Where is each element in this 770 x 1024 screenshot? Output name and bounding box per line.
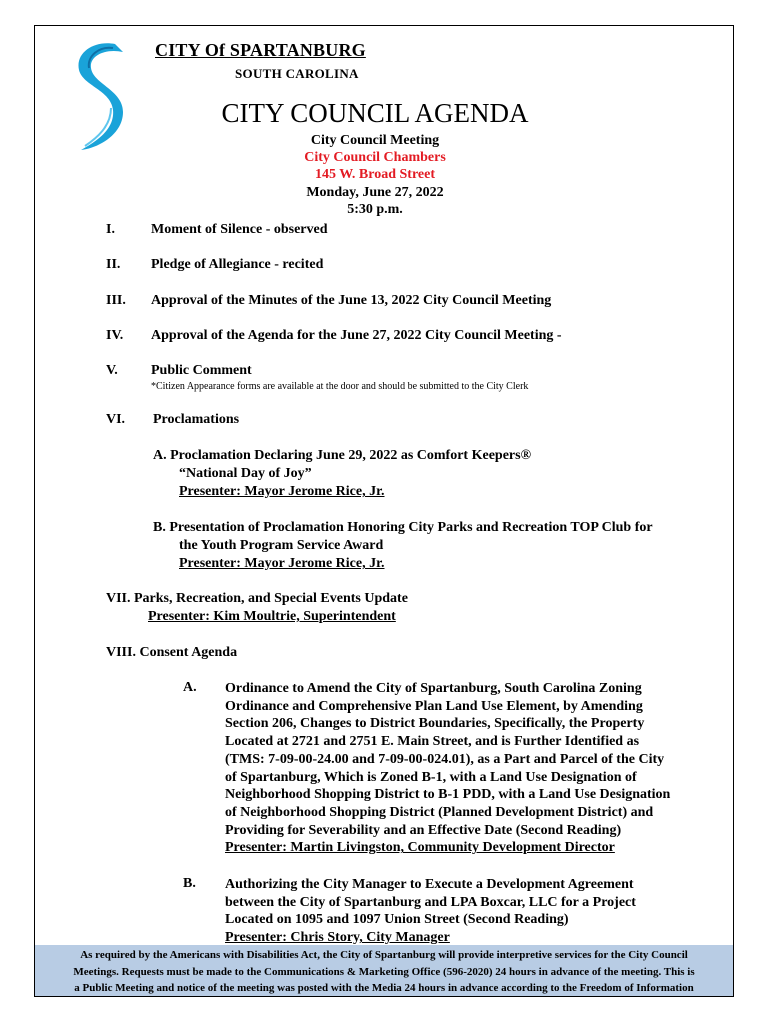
consent-letter: A. bbox=[183, 680, 197, 695]
proclamation-title: B. Presentation of Proclamation Honoring City Parks and Recreation TOP Club for bbox=[153, 520, 653, 535]
meeting-address: 145 W. Broad Street bbox=[314, 167, 436, 182]
item-number: VI. bbox=[106, 412, 126, 427]
item-text: Approval of the Minutes of the June 13, 2022 City Council Meeting bbox=[151, 293, 552, 308]
consent-line: (TMS: 7-09-00-24.00 and 7-09-00-024.01), as a Part and Parcel of the City bbox=[225, 751, 665, 767]
page-title: CITY COUNCIL AGENDA bbox=[221, 98, 529, 128]
consent-line: Located on 1095 and 1097 Union Street (Second Reading) bbox=[225, 912, 569, 928]
consent-line: Ordinance and Comprehensive Plan Land Use Element, by Amending bbox=[225, 698, 643, 714]
meeting-date: Monday, June 27, 2022 bbox=[306, 185, 444, 200]
item-number: III. bbox=[106, 293, 126, 308]
consent-line: Located at 2721 and 2751 E. Main Street, and is Further Identified as bbox=[225, 734, 640, 750]
consent-item-b bbox=[225, 876, 711, 947]
item-text: VIII. Consent Agenda bbox=[106, 645, 238, 660]
presenter-line: Presenter: Chris Story, City Manager bbox=[225, 930, 450, 946]
consent-line: Providing for Severability and an Effective Date (Second Reading) bbox=[225, 822, 622, 838]
ada-notice-line: a Public Meeting and notice of the meeting was posted with the Media 24 hours in advance according to the Freedom of Information bbox=[74, 982, 694, 994]
meeting-location: City Council Chambers bbox=[304, 150, 446, 165]
consent-line: of Neighborhood Shopping District (Planned Development District) and bbox=[225, 804, 654, 820]
state-name: SOUTH CAROLINA bbox=[235, 66, 359, 81]
presenter-line: Presenter: Martin Livingston, Community Development Director bbox=[225, 840, 615, 856]
proclamation-subtitle: “National Day of Joy” bbox=[179, 466, 312, 481]
consent-line: Neighborhood Shopping District to B-1 PDD, with a Land Use Designation bbox=[225, 787, 671, 803]
item-text: VII. Parks, Recreation, and Special Events Update bbox=[106, 591, 408, 606]
item-number: I. bbox=[106, 222, 115, 237]
item-vii bbox=[106, 590, 408, 626]
public-comment-note: *Citizen Appearance forms are available at the door and should be submitted to the City Clerk bbox=[151, 381, 529, 392]
item-text: Approval of the Agenda for the June 27, 2022 City Council Meeting - bbox=[151, 328, 562, 343]
proclamation-b bbox=[153, 519, 653, 573]
consent-line: Ordinance to Amend the City of Spartanburg, South Carolina Zoning bbox=[225, 681, 642, 696]
meeting-time: 5:30 p.m. bbox=[347, 202, 403, 217]
presenter-line: Presenter: Mayor Jerome Rice, Jr. bbox=[179, 556, 385, 571]
item-number: II. bbox=[106, 257, 121, 272]
meeting-type: City Council Meeting bbox=[310, 133, 440, 148]
ada-notice bbox=[35, 945, 733, 997]
proclamation-a bbox=[153, 447, 531, 501]
consent-line: between the City of Spartanburg and LPA Boxcar, LLC for a Project bbox=[225, 894, 636, 910]
ada-notice-line: As required by the Americans with Disabilities Act, the City of Spartanburg will provide interpretive services for the City Council bbox=[80, 949, 688, 961]
item-number: IV. bbox=[106, 328, 124, 343]
consent-letter: B. bbox=[183, 876, 196, 891]
item-number: V. bbox=[106, 363, 118, 378]
city-name: CITY Of SPARTANBURG bbox=[155, 40, 366, 60]
consent-line: of Spartanburg, Which is Zoned B-1, with a Land Use Designation of bbox=[225, 769, 637, 785]
item-text: Proclamations bbox=[153, 412, 240, 427]
ada-notice-line: Meetings. Requests must be made to the Communications & Marketing Office (596-2020) 24 hours in advance of the meeting. This is bbox=[73, 965, 695, 978]
proclamation-title: A. Proclamation Declaring June 29, 2022 as Comfort Keepers® bbox=[153, 448, 532, 463]
presenter-line: Presenter: Kim Moultrie, Superintendent bbox=[148, 609, 396, 624]
proclamation-subtitle: the Youth Program Service Award bbox=[179, 538, 384, 553]
agenda-page bbox=[34, 25, 734, 997]
consent-line: Section 206, Changes to District Boundaries, Specifically, the Property bbox=[225, 716, 645, 732]
consent-item-a bbox=[225, 680, 711, 857]
item-text: Pledge of Allegiance - recited bbox=[151, 257, 324, 272]
item-text: Moment of Silence - observed bbox=[151, 222, 328, 237]
consent-line: Authorizing the City Manager to Execute a Development Agreement bbox=[225, 877, 634, 892]
presenter-line: Presenter: Mayor Jerome Rice, Jr. bbox=[179, 484, 385, 499]
item-text: Public Comment bbox=[151, 363, 252, 378]
